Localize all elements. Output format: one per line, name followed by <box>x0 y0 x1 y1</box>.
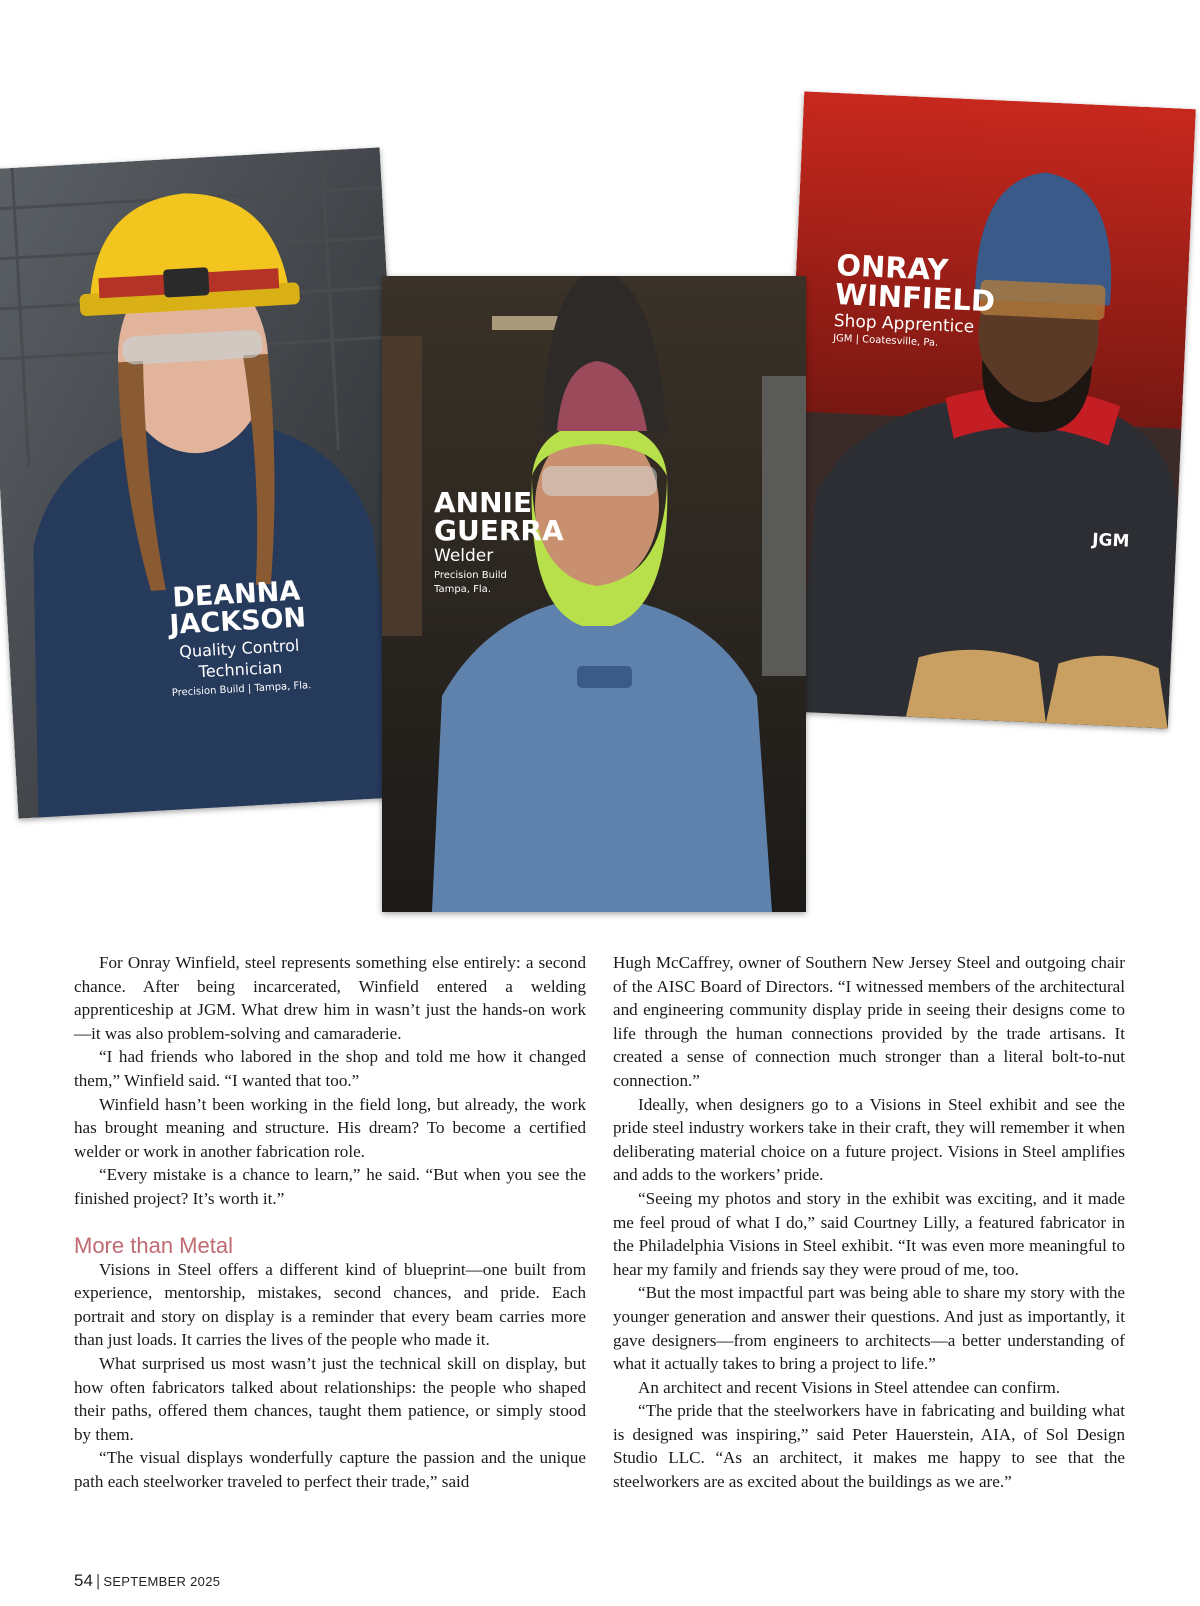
person-role: Shop Apprentice <box>833 311 975 338</box>
paragraph: What surprised us most wasn’t just the technical skill on display, but how often fabricators talked about relationships: the people who shaped their paths, offered them chances, taught them patience, or simply stood by them. <box>74 1353 586 1444</box>
paragraph: “Every mistake is a chance to learn,” he said. “But when you see the finished project? It’s worth it.” <box>74 1165 586 1208</box>
photo-annie-guerra <box>382 276 806 912</box>
photo-deanna-jackson <box>0 147 416 818</box>
person-role: Welder <box>434 546 494 566</box>
jgm-logo: JGM <box>1091 529 1130 552</box>
paragraph: “I had friends who labored in the shop and told me how it changed them,” Winfield said. “I wanted that too.” <box>74 1047 586 1090</box>
article-column-left <box>74 951 586 1493</box>
page-footer <box>74 1571 220 1591</box>
paragraph: Winfield hasn’t been working in the field long, but already, the work has brought meaning and structure. His dream? To become a certified welder or work in another fabrication role. <box>74 1094 586 1161</box>
page-number: 54 <box>74 1571 93 1590</box>
person-name: DEANNA <box>171 575 301 614</box>
paragraph: “Seeing my photos and story in the exhibit was exciting, and it made me feel proud of what I do,” said Courtney Lilly, a featured fabricator in the Philadelphia Visions in Steel exhibit. “It was even more meaningful to hear my family and friends say they were proud of me, too. <box>613 1188 1125 1279</box>
paragraph: “But the most impactful part was being able to share my story with the younger generation and answer their questions. And just as importantly, it gave designers—from engineers to architects—a better understanding of what it actually takes to bring a project to life.” <box>613 1283 1125 1374</box>
issue-date: SEPTEMBER 2025 <box>103 1574 221 1589</box>
caption <box>832 248 997 351</box>
paragraph: An architect and recent Visions in Steel attendee can confirm. <box>638 1377 1061 1397</box>
paragraph: “The visual displays wonderfully capture the passion and the unique path each steelworker traveled to perfect their trade,” said <box>74 1448 586 1491</box>
person-name: ANNIE <box>434 486 533 519</box>
portrait-image <box>776 91 1196 728</box>
person-role: Quality Control <box>178 635 300 662</box>
person-location: Precision Build | Tampa, Fla. <box>171 679 312 699</box>
person-name: GUERRA <box>434 514 564 547</box>
paragraph: For Onray Winfield, steel represents something else entirely: a second chance. After being incarcerated, Winfield entered a welding apprenticeship at JGM. What drew him in wasn’t just the hands-on work—it was also problem-solving and camaraderie. <box>74 953 586 1043</box>
section-heading: More than Metal <box>74 1232 233 1258</box>
person-location: Precision Build <box>434 570 507 581</box>
person-location: Tampa, Fla. <box>434 584 491 595</box>
article-column-right <box>613 951 1125 1494</box>
paragraph: Ideally, when designers go to a Visions in Steel exhibit and see the pride steel industry workers take in their craft, they will remember it when deliberating material choice on a future project. Visions in Steel amplifies and adds to the workers’ pride. <box>613 1094 1125 1185</box>
photo-onray-winfield <box>776 91 1196 728</box>
portrait-image <box>0 147 416 818</box>
person-name: ONRAY <box>835 248 949 288</box>
person-location: JGM | Coatesville, Pa. <box>832 332 939 349</box>
caption <box>434 486 564 597</box>
person-role: Technician <box>198 657 283 682</box>
paragraph: “The pride that the steelworkers have in fabricating and building what is designed was inspiring,” said Peter Hauerstein, AIA, of Sol Design Studio LLC. “As an architect, it makes me happy to see that the steelworkers are as excited about the buildings as we are.” <box>613 1401 1125 1492</box>
paragraph: Hugh McCaffrey, owner of Southern New Jersey Steel and outgoing chair of the AISC Board of Directors. “I witnessed members of the architectural and engineering community display pride in seeing their designs come to life through the human connections provided by the trade artisans. It created a sense of connection much stronger than a literal bolt-to-nut connection.” <box>613 953 1125 1090</box>
footer-separator: | <box>95 1571 101 1590</box>
person-name: JACKSON <box>168 602 307 641</box>
person-name: WINFIELD <box>834 277 996 319</box>
caption <box>156 577 322 699</box>
paragraph: Visions in Steel offers a different kind of blueprint—one built from experience, mentorship, mistakes, second chances, and pride. Each portrait and story on display is a reminder that every beam carries more than just loads. It carries the lives of the people who made it. <box>74 1259 586 1350</box>
